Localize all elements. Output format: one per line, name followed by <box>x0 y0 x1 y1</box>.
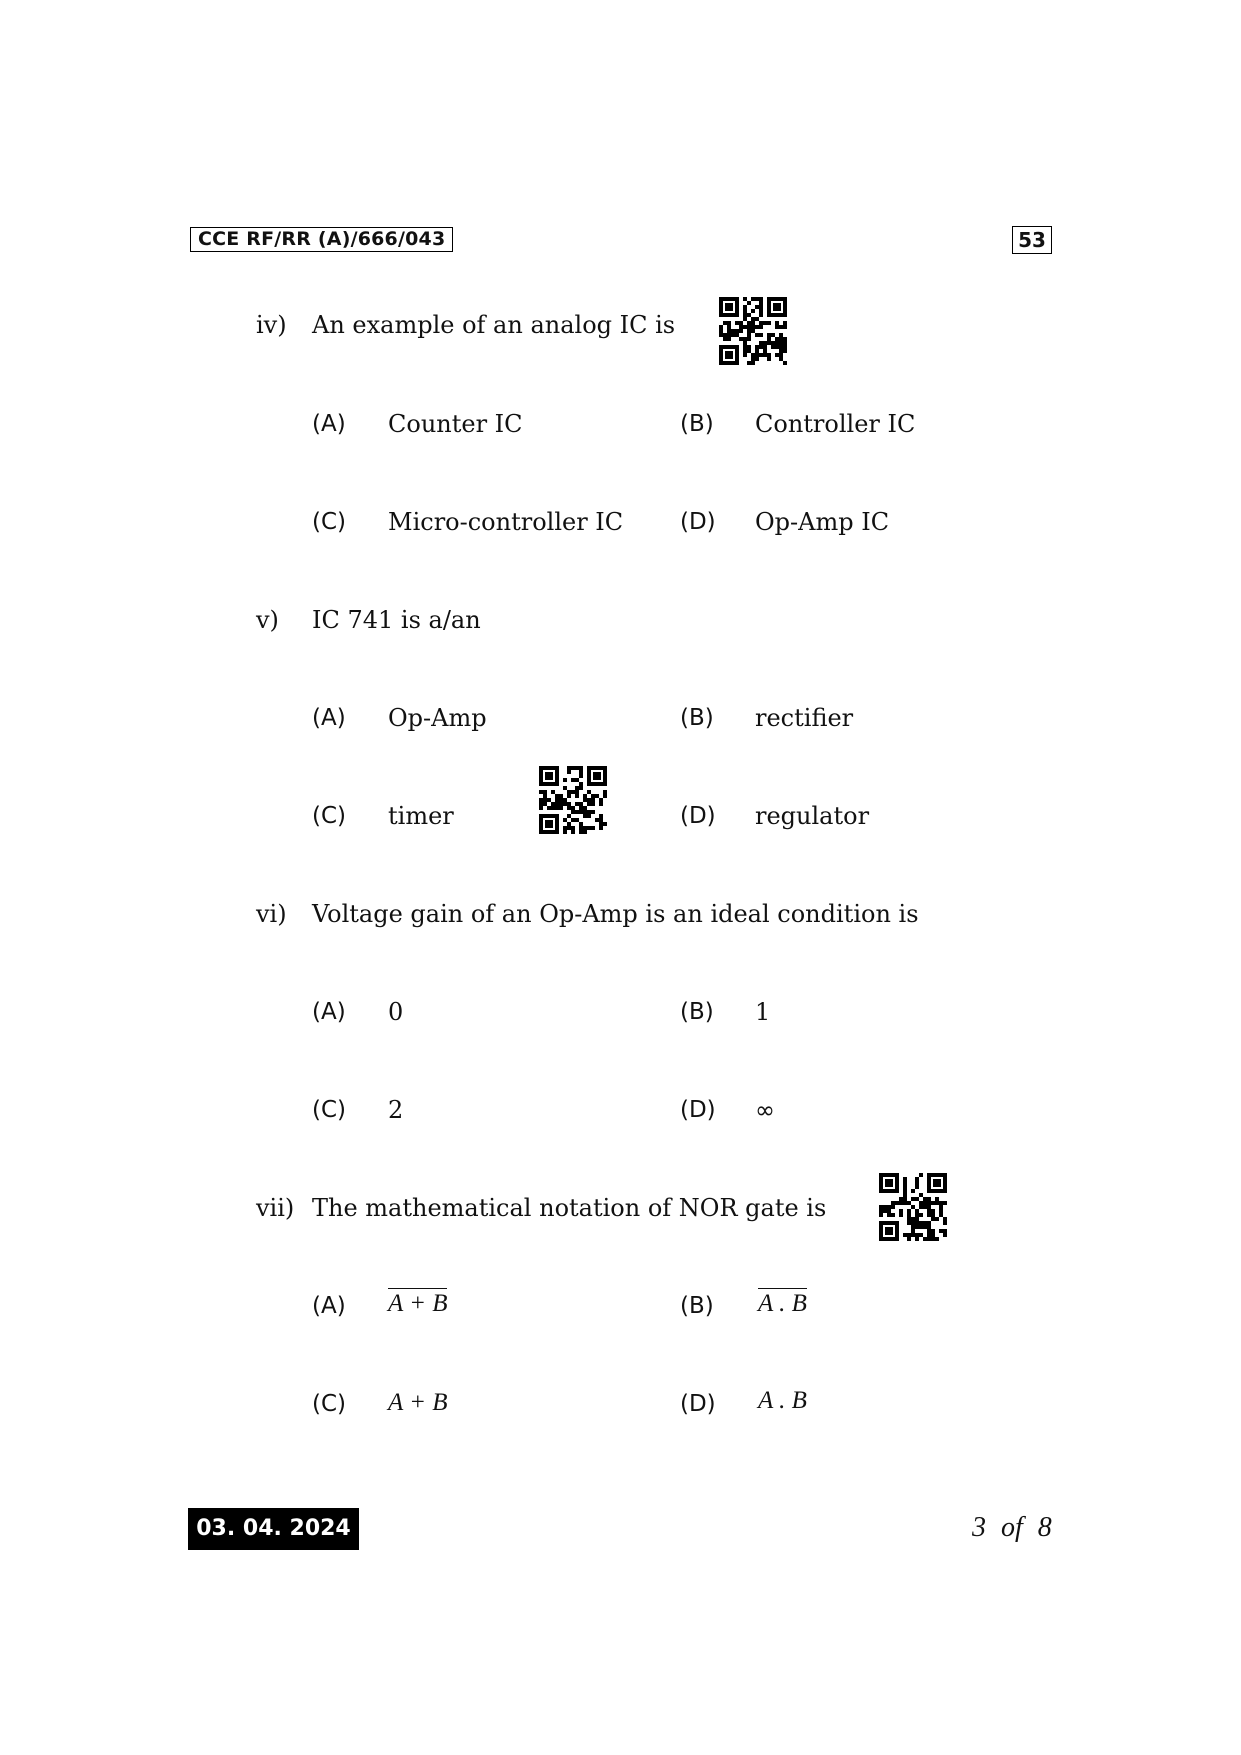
option-text: 2 <box>388 1096 404 1124</box>
option-label: (C) <box>312 803 347 829</box>
question-text: Voltage gain of an Op-Amp is an ideal condition is <box>312 900 919 928</box>
exam-date-badge: 03. 04. 2024 <box>188 1508 359 1550</box>
option-text: 0 <box>388 998 404 1026</box>
paper-code: CCE RF/RR (A)/666/043 <box>190 227 453 252</box>
option-text: Counter IC <box>388 410 523 438</box>
option-label: (B) <box>680 1293 714 1319</box>
option-text: Micro-controller IC <box>388 508 624 536</box>
question-number: vi) <box>256 900 287 928</box>
question-text: IC 741 is a/an <box>312 606 481 634</box>
option-label: (B) <box>680 705 714 731</box>
question-text: An example of an analog IC is <box>312 311 676 339</box>
option-label: (C) <box>312 1391 347 1417</box>
math-expression-overlined: A + B <box>388 1290 448 1317</box>
infinity-symbol: ∞ <box>755 1096 775 1124</box>
option-label: (D) <box>680 803 716 829</box>
option-text: rectifier <box>755 704 854 732</box>
question-number: iv) <box>256 311 287 339</box>
option-text: Op-Amp <box>388 704 487 732</box>
option-label: (A) <box>312 705 346 731</box>
math-expression-overlined: A . B <box>758 1290 807 1317</box>
option-label: (D) <box>680 1097 716 1123</box>
option-text: regulator <box>755 802 870 830</box>
question-number: v) <box>256 606 279 634</box>
math-expression: A . B <box>758 1387 807 1414</box>
qr-code-icon <box>879 1173 947 1241</box>
question-text: The mathematical notation of NOR gate is <box>312 1194 827 1222</box>
option-label: (A) <box>312 1293 346 1319</box>
option-label: (B) <box>680 411 714 437</box>
option-text: 1 <box>755 998 771 1026</box>
page-number-box: 53 <box>1012 226 1052 254</box>
option-label: (A) <box>312 411 346 437</box>
option-label: (C) <box>312 509 347 535</box>
option-text: timer <box>388 802 454 830</box>
option-label: (C) <box>312 1097 347 1123</box>
math-expression: A + B <box>388 1389 448 1416</box>
option-label: (D) <box>680 1391 716 1417</box>
option-label: (A) <box>312 999 346 1025</box>
option-label: (D) <box>680 509 716 535</box>
qr-code-icon <box>539 766 607 834</box>
page-indicator: 3 of 8 <box>972 1512 1052 1543</box>
qr-code-icon <box>719 297 787 365</box>
question-number: vii) <box>256 1194 295 1222</box>
option-label: (B) <box>680 999 714 1025</box>
option-text: Op-Amp IC <box>755 508 890 536</box>
option-text: Controller IC <box>755 410 916 438</box>
